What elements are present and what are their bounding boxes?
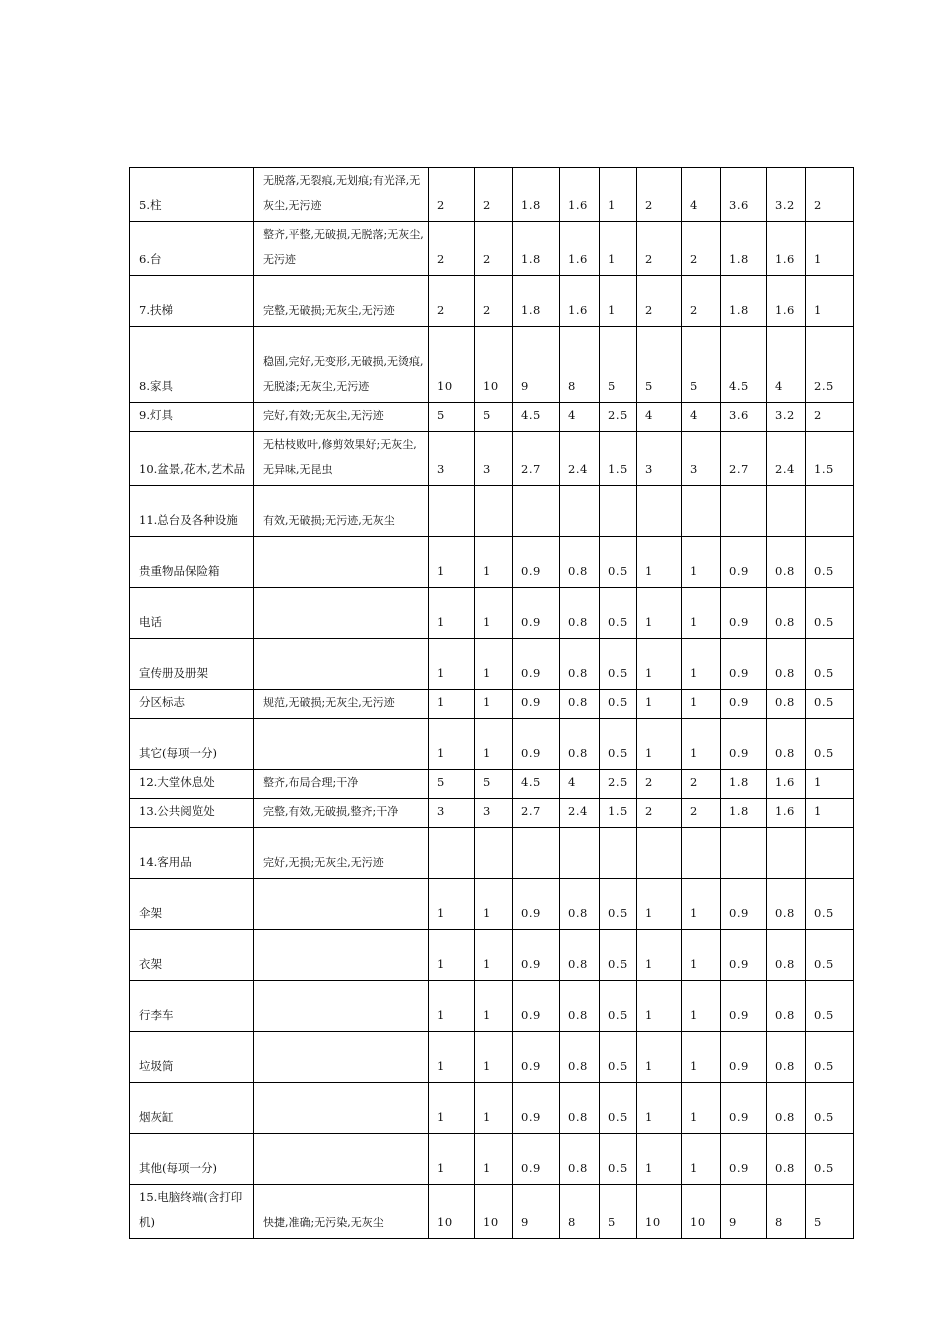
score-cell: 1 xyxy=(637,981,682,1032)
score-cell: 2.5 xyxy=(806,327,854,403)
score-cell: 10 xyxy=(429,1185,475,1239)
item-name-cell: 衣架 xyxy=(130,930,254,981)
score-cell: 2 xyxy=(806,168,854,222)
score-cell xyxy=(560,828,600,879)
score-cell: 4.5 xyxy=(721,327,767,403)
score-cell: 0.8 xyxy=(560,588,600,639)
standard-cell xyxy=(254,981,429,1032)
score-cell: 1 xyxy=(637,588,682,639)
score-cell xyxy=(767,828,806,879)
score-cell: 4 xyxy=(560,770,600,799)
standard-cell: 完整,无破损;无灰尘,无污迹 xyxy=(254,276,429,327)
score-cell: 1 xyxy=(637,1083,682,1134)
score-cell: 1 xyxy=(682,588,721,639)
score-cell: 0.8 xyxy=(767,537,806,588)
score-cell xyxy=(806,828,854,879)
score-cell: 2.4 xyxy=(767,432,806,486)
score-cell: 3 xyxy=(637,432,682,486)
score-cell: 1 xyxy=(429,537,475,588)
score-cell: 0.8 xyxy=(767,1134,806,1185)
score-cell: 1 xyxy=(429,639,475,690)
score-cell: 1 xyxy=(682,981,721,1032)
score-cell: 0.8 xyxy=(560,1032,600,1083)
score-cell: 1 xyxy=(637,1032,682,1083)
table-row xyxy=(130,770,854,799)
score-cell: 3.2 xyxy=(767,403,806,432)
score-cell: 0.9 xyxy=(513,981,560,1032)
score-cell: 0.9 xyxy=(721,981,767,1032)
score-cell: 1 xyxy=(637,1134,682,1185)
score-cell: 4 xyxy=(767,327,806,403)
score-cell xyxy=(721,828,767,879)
table-row xyxy=(130,930,854,981)
score-cell: 1 xyxy=(475,1083,513,1134)
score-cell: 2.4 xyxy=(560,799,600,828)
score-cell: 3 xyxy=(682,432,721,486)
score-cell: 1 xyxy=(475,930,513,981)
score-cell: 0.9 xyxy=(721,1083,767,1134)
score-cell: 10 xyxy=(637,1185,682,1239)
score-cell: 2.5 xyxy=(600,403,637,432)
score-cell: 5 xyxy=(600,1185,637,1239)
score-cell: 2.7 xyxy=(513,432,560,486)
item-name-cell: 烟灰缸 xyxy=(130,1083,254,1134)
score-cell: 1 xyxy=(475,639,513,690)
score-cell: 1 xyxy=(600,222,637,276)
score-cell: 10 xyxy=(682,1185,721,1239)
score-cell: 2 xyxy=(682,799,721,828)
item-name-cell: 其他(每项一分) xyxy=(130,1134,254,1185)
score-cell: 4.5 xyxy=(513,403,560,432)
score-cell: 5 xyxy=(475,770,513,799)
score-cell: 3 xyxy=(475,799,513,828)
score-cell: 0.8 xyxy=(767,981,806,1032)
score-cell: 1 xyxy=(682,1083,721,1134)
score-cell: 0.9 xyxy=(513,537,560,588)
score-cell: 1.8 xyxy=(721,799,767,828)
table-row xyxy=(130,1032,854,1083)
score-cell: 0.9 xyxy=(721,879,767,930)
score-cell: 0.5 xyxy=(600,1083,637,1134)
item-name-cell: 15.电脑终端(含打印机) xyxy=(130,1185,254,1239)
score-cell: 0.8 xyxy=(560,1083,600,1134)
standard-cell xyxy=(254,639,429,690)
score-cell: 1 xyxy=(637,719,682,770)
item-name-cell: 6.台 xyxy=(130,222,254,276)
table-body xyxy=(130,168,854,1239)
score-cell: 0.9 xyxy=(721,690,767,719)
score-cell: 1 xyxy=(806,276,854,327)
score-cell: 0.8 xyxy=(767,1032,806,1083)
standard-cell: 无枯枝败叶,修剪效果好;无灰尘,无异味,无昆虫 xyxy=(254,432,429,486)
score-cell: 3 xyxy=(475,432,513,486)
score-cell: 2 xyxy=(475,168,513,222)
score-cell: 1.8 xyxy=(513,168,560,222)
standard-cell: 整齐,布局合理;干净 xyxy=(254,770,429,799)
score-cell: 0.9 xyxy=(721,930,767,981)
item-name-cell: 5.柱 xyxy=(130,168,254,222)
score-cell: 0.8 xyxy=(560,690,600,719)
score-cell: 1 xyxy=(429,1134,475,1185)
standard-cell: 规范,无破损;无灰尘,无污迹 xyxy=(254,690,429,719)
score-cell xyxy=(721,486,767,537)
table-row xyxy=(130,1083,854,1134)
score-cell: 0.8 xyxy=(767,1083,806,1134)
score-cell: 1.8 xyxy=(721,770,767,799)
score-cell: 3.6 xyxy=(721,168,767,222)
score-cell: 0.5 xyxy=(600,930,637,981)
score-cell: 0.5 xyxy=(600,719,637,770)
score-cell: 0.5 xyxy=(806,879,854,930)
item-name-cell: 伞架 xyxy=(130,879,254,930)
score-cell: 1.6 xyxy=(767,770,806,799)
score-cell: 0.5 xyxy=(806,719,854,770)
score-cell: 0.9 xyxy=(721,588,767,639)
score-cell: 0.9 xyxy=(513,930,560,981)
score-cell: 1 xyxy=(806,770,854,799)
score-cell: 2.4 xyxy=(560,432,600,486)
table-row xyxy=(130,168,854,222)
item-name-cell: 宣传册及册架 xyxy=(130,639,254,690)
score-cell: 2 xyxy=(429,168,475,222)
standard-cell: 完好,无损;无灰尘,无污迹 xyxy=(254,828,429,879)
score-cell: 1 xyxy=(637,690,682,719)
score-cell: 3.6 xyxy=(721,403,767,432)
score-cell: 1.6 xyxy=(560,168,600,222)
standard-cell: 无脱落,无裂痕,无划痕;有光泽,无灰尘,无污迹 xyxy=(254,168,429,222)
score-cell xyxy=(637,486,682,537)
score-cell: 1.8 xyxy=(721,222,767,276)
score-cell: 2 xyxy=(806,403,854,432)
item-name-cell: 7.扶梯 xyxy=(130,276,254,327)
item-name-cell: 贵重物品保险箱 xyxy=(130,537,254,588)
score-cell: 1 xyxy=(600,168,637,222)
score-cell: 1 xyxy=(682,930,721,981)
score-cell xyxy=(806,486,854,537)
score-cell: 0.5 xyxy=(600,1032,637,1083)
score-cell: 1.6 xyxy=(560,222,600,276)
score-cell: 1 xyxy=(475,719,513,770)
score-cell: 0.5 xyxy=(600,588,637,639)
score-cell: 1 xyxy=(429,719,475,770)
score-cell: 4 xyxy=(637,403,682,432)
score-cell: 1 xyxy=(475,1032,513,1083)
score-cell: 2 xyxy=(682,222,721,276)
score-cell: 1 xyxy=(806,222,854,276)
score-cell: 10 xyxy=(429,327,475,403)
score-cell: 1 xyxy=(429,690,475,719)
score-cell: 0.8 xyxy=(767,879,806,930)
score-cell: 1.5 xyxy=(600,432,637,486)
score-cell: 2 xyxy=(475,222,513,276)
score-cell: 1.8 xyxy=(513,222,560,276)
item-name-cell: 垃圾筒 xyxy=(130,1032,254,1083)
score-cell: 1 xyxy=(429,588,475,639)
standard-cell xyxy=(254,1134,429,1185)
item-name-cell: 行李车 xyxy=(130,981,254,1032)
score-cell xyxy=(600,486,637,537)
score-cell: 1 xyxy=(475,1134,513,1185)
score-cell: 2 xyxy=(429,222,475,276)
score-cell: 0.5 xyxy=(806,981,854,1032)
score-cell: 1.5 xyxy=(600,799,637,828)
score-cell xyxy=(600,828,637,879)
score-cell: 5 xyxy=(429,770,475,799)
score-cell: 5 xyxy=(806,1185,854,1239)
table-row xyxy=(130,719,854,770)
score-cell xyxy=(560,486,600,537)
score-cell: 1.5 xyxy=(806,432,854,486)
scoring-table xyxy=(129,167,854,1239)
standard-cell: 稳固,完好,无变形,无破损,无烫痕,无脱漆;无灰尘,无污迹 xyxy=(254,327,429,403)
item-name-cell: 13.公共阅览处 xyxy=(130,799,254,828)
score-cell: 3 xyxy=(429,799,475,828)
score-cell: 0.9 xyxy=(513,639,560,690)
table-row xyxy=(130,403,854,432)
table-row xyxy=(130,432,854,486)
standard-cell xyxy=(254,930,429,981)
score-cell: 3 xyxy=(429,432,475,486)
score-cell: 4 xyxy=(682,168,721,222)
score-cell: 1 xyxy=(429,981,475,1032)
score-cell: 1 xyxy=(475,981,513,1032)
score-cell: 0.8 xyxy=(560,719,600,770)
score-cell: 9 xyxy=(513,1185,560,1239)
score-cell: 0.8 xyxy=(560,639,600,690)
score-cell: 0.8 xyxy=(767,690,806,719)
table-row xyxy=(130,799,854,828)
standard-cell xyxy=(254,719,429,770)
score-cell: 2 xyxy=(429,276,475,327)
score-cell xyxy=(429,828,475,879)
score-cell: 1 xyxy=(637,639,682,690)
score-cell: 2 xyxy=(637,770,682,799)
item-name-cell: 电话 xyxy=(130,588,254,639)
item-name-cell: 10.盆景,花木,艺术品 xyxy=(130,432,254,486)
score-cell: 0.5 xyxy=(806,930,854,981)
score-cell: 1 xyxy=(429,879,475,930)
score-cell xyxy=(513,828,560,879)
item-name-cell: 8.家具 xyxy=(130,327,254,403)
score-cell: 0.5 xyxy=(806,537,854,588)
score-cell xyxy=(682,486,721,537)
score-cell: 1 xyxy=(682,537,721,588)
score-cell: 0.5 xyxy=(600,537,637,588)
score-cell: 0.8 xyxy=(767,719,806,770)
standard-cell xyxy=(254,1032,429,1083)
score-cell: 1.8 xyxy=(721,276,767,327)
score-cell: 0.5 xyxy=(806,690,854,719)
score-cell: 1 xyxy=(682,879,721,930)
score-cell xyxy=(637,828,682,879)
score-cell: 9 xyxy=(513,327,560,403)
score-cell: 1 xyxy=(682,639,721,690)
score-cell: 8 xyxy=(767,1185,806,1239)
score-cell: 0.8 xyxy=(560,981,600,1032)
score-cell: 1 xyxy=(637,537,682,588)
standard-cell xyxy=(254,1083,429,1134)
item-name-cell: 12.大堂休息处 xyxy=(130,770,254,799)
score-cell: 1 xyxy=(637,930,682,981)
score-cell: 0.9 xyxy=(513,690,560,719)
score-cell: 0.5 xyxy=(600,879,637,930)
score-cell: 0.8 xyxy=(560,1134,600,1185)
score-cell: 0.9 xyxy=(513,1134,560,1185)
score-cell: 0.8 xyxy=(767,930,806,981)
score-cell: 0.9 xyxy=(721,1032,767,1083)
score-cell: 1.6 xyxy=(767,799,806,828)
score-cell: 0.9 xyxy=(721,1134,767,1185)
table-row xyxy=(130,327,854,403)
score-cell: 2 xyxy=(475,276,513,327)
score-cell: 1.8 xyxy=(513,276,560,327)
score-cell: 2 xyxy=(637,799,682,828)
score-cell: 2 xyxy=(637,168,682,222)
score-cell: 2.5 xyxy=(600,770,637,799)
score-cell: 5 xyxy=(600,327,637,403)
item-name-cell: 分区标志 xyxy=(130,690,254,719)
table-row xyxy=(130,828,854,879)
standard-cell xyxy=(254,588,429,639)
standard-cell: 整齐,平整,无破损,无脱落;无灰尘,无污迹 xyxy=(254,222,429,276)
standard-cell: 完整,有效,无破损,整齐;干净 xyxy=(254,799,429,828)
item-name-cell: 11.总台及各种设施 xyxy=(130,486,254,537)
score-cell xyxy=(475,486,513,537)
score-cell: 5 xyxy=(637,327,682,403)
score-cell: 0.9 xyxy=(513,719,560,770)
score-cell xyxy=(767,486,806,537)
score-cell: 9 xyxy=(721,1185,767,1239)
score-cell: 1.6 xyxy=(767,222,806,276)
score-cell: 0.8 xyxy=(767,588,806,639)
score-cell xyxy=(475,828,513,879)
score-cell: 3.2 xyxy=(767,168,806,222)
score-cell: 0.5 xyxy=(806,588,854,639)
score-cell: 1 xyxy=(682,719,721,770)
score-cell: 1 xyxy=(682,1032,721,1083)
score-cell: 0.9 xyxy=(513,879,560,930)
score-cell: 1.6 xyxy=(560,276,600,327)
standard-cell xyxy=(254,537,429,588)
score-cell: 0.5 xyxy=(600,639,637,690)
score-cell: 0.9 xyxy=(721,719,767,770)
item-name-cell: 其它(每项一分) xyxy=(130,719,254,770)
score-cell: 0.8 xyxy=(560,879,600,930)
score-cell: 0.9 xyxy=(513,588,560,639)
score-cell: 0.5 xyxy=(806,1134,854,1185)
table-row xyxy=(130,222,854,276)
score-cell: 10 xyxy=(475,1185,513,1239)
score-cell: 1 xyxy=(429,930,475,981)
score-cell: 1 xyxy=(600,276,637,327)
score-cell: 2.7 xyxy=(721,432,767,486)
score-cell: 0.8 xyxy=(560,930,600,981)
score-cell: 0.5 xyxy=(600,981,637,1032)
score-cell: 2.7 xyxy=(513,799,560,828)
score-cell: 4 xyxy=(682,403,721,432)
score-cell: 0.9 xyxy=(513,1032,560,1083)
score-cell: 0.9 xyxy=(513,1083,560,1134)
score-cell xyxy=(513,486,560,537)
score-cell: 0.5 xyxy=(806,639,854,690)
score-cell: 0.9 xyxy=(721,639,767,690)
table-row xyxy=(130,690,854,719)
item-name-cell: 9.灯具 xyxy=(130,403,254,432)
score-cell: 8 xyxy=(560,1185,600,1239)
score-cell: 2 xyxy=(682,770,721,799)
score-cell: 1 xyxy=(682,1134,721,1185)
score-cell: 2 xyxy=(637,222,682,276)
standard-cell: 完好,有效;无灰尘,无污迹 xyxy=(254,403,429,432)
table-row xyxy=(130,276,854,327)
table-row xyxy=(130,588,854,639)
score-cell: 1 xyxy=(682,690,721,719)
score-cell: 1 xyxy=(475,588,513,639)
table-row xyxy=(130,537,854,588)
score-cell: 1.6 xyxy=(767,276,806,327)
standard-cell xyxy=(254,879,429,930)
score-cell: 1 xyxy=(637,879,682,930)
score-cell: 4 xyxy=(560,403,600,432)
standard-cell: 有效,无破损;无污迹,无灰尘 xyxy=(254,486,429,537)
score-cell: 10 xyxy=(475,327,513,403)
table-row xyxy=(130,1185,854,1239)
score-cell: 1 xyxy=(475,879,513,930)
table-row xyxy=(130,981,854,1032)
score-cell: 0.8 xyxy=(767,639,806,690)
score-cell: 0.5 xyxy=(600,1134,637,1185)
table-row xyxy=(130,486,854,537)
score-cell: 1 xyxy=(429,1032,475,1083)
score-cell: 1 xyxy=(806,799,854,828)
score-cell: 0.8 xyxy=(560,537,600,588)
score-cell xyxy=(682,828,721,879)
score-cell: 4.5 xyxy=(513,770,560,799)
table-row xyxy=(130,639,854,690)
score-cell: 5 xyxy=(429,403,475,432)
score-cell xyxy=(429,486,475,537)
item-name-cell: 14.客用品 xyxy=(130,828,254,879)
score-cell: 0.5 xyxy=(806,1032,854,1083)
score-cell: 1 xyxy=(475,537,513,588)
score-cell: 0.9 xyxy=(721,537,767,588)
table-row xyxy=(130,879,854,930)
score-cell: 5 xyxy=(682,327,721,403)
score-cell: 5 xyxy=(475,403,513,432)
score-cell: 1 xyxy=(429,1083,475,1134)
score-cell: 0.5 xyxy=(806,1083,854,1134)
score-cell: 0.5 xyxy=(600,690,637,719)
standard-cell: 快捷,准确;无污染,无灰尘 xyxy=(254,1185,429,1239)
score-cell: 2 xyxy=(637,276,682,327)
score-cell: 8 xyxy=(560,327,600,403)
table-row xyxy=(130,1134,854,1185)
score-cell: 1 xyxy=(475,690,513,719)
score-cell: 2 xyxy=(682,276,721,327)
